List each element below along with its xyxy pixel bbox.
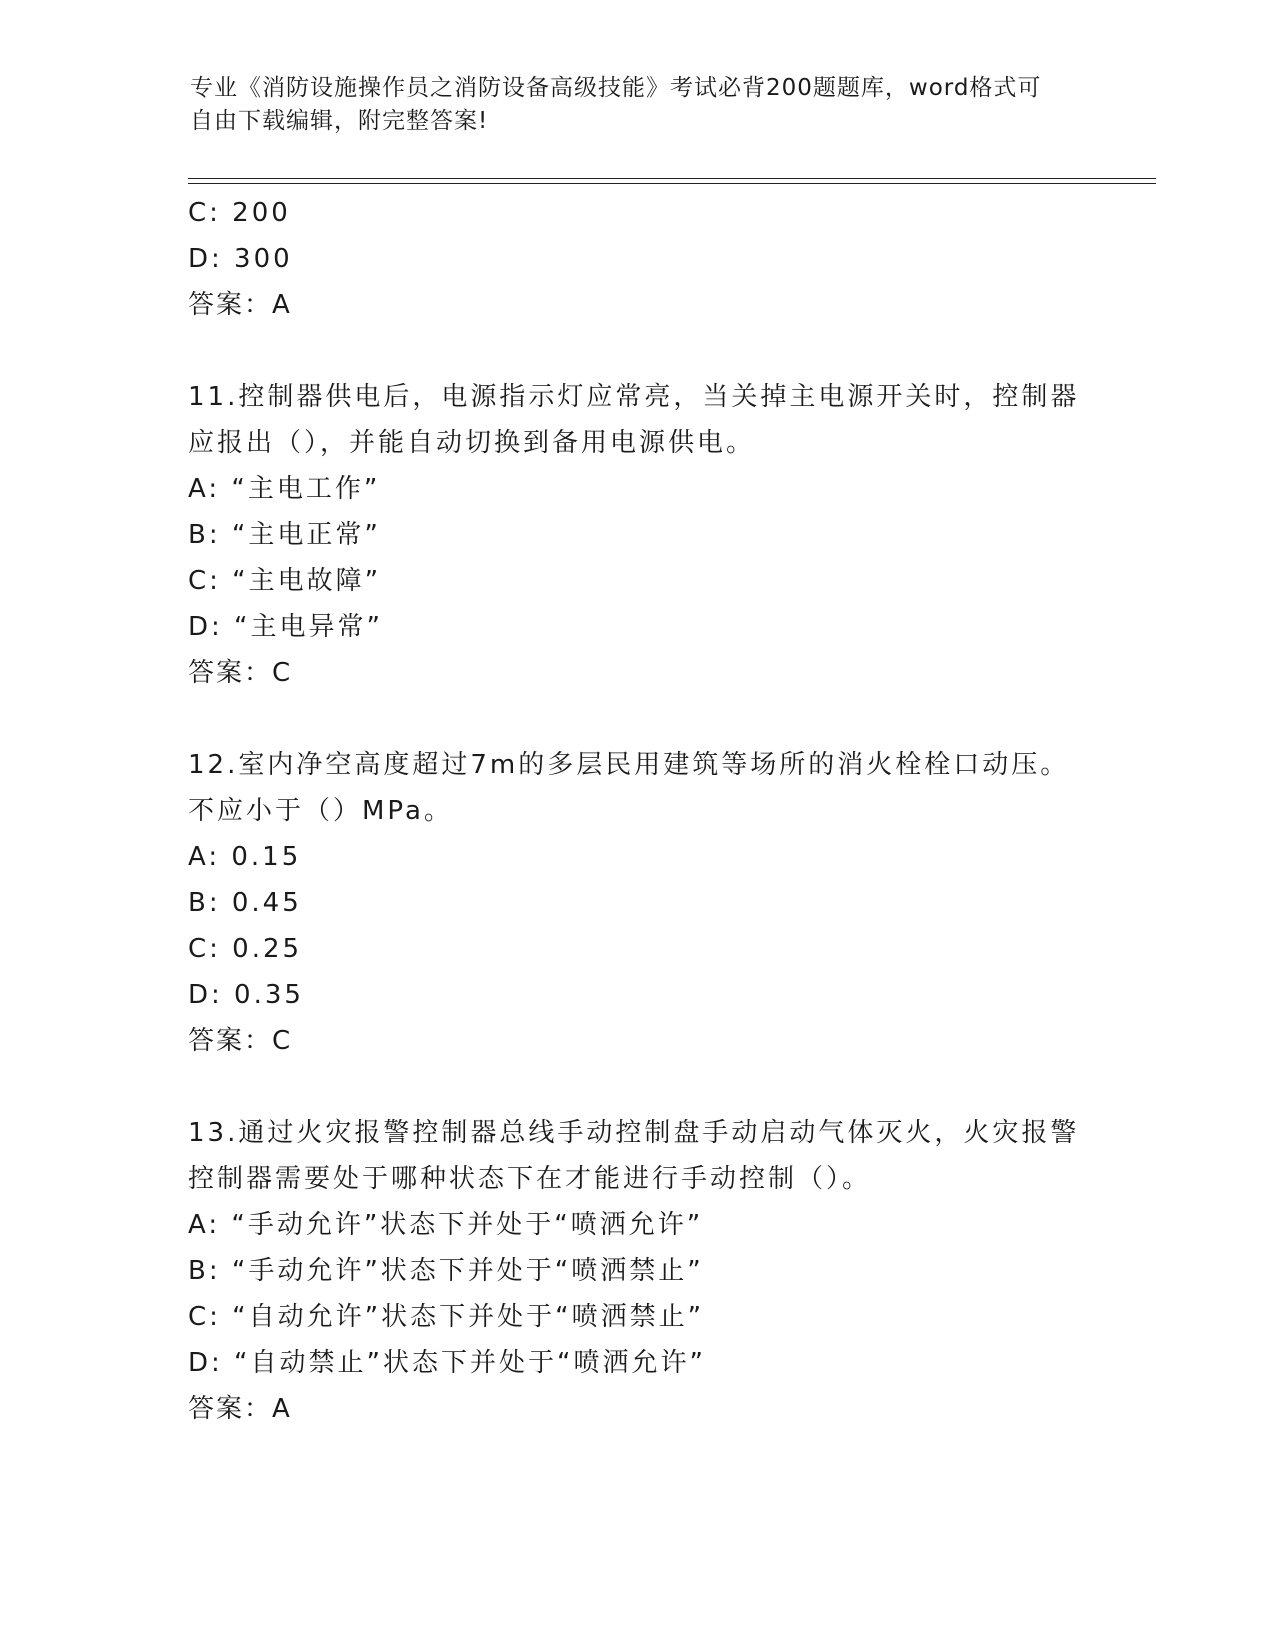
- answer: 答案：C: [188, 1026, 293, 1056]
- question-stem: 13.通过火灾报警控制器总线手动控制盘手动启动气体灭火，火灾报警: [188, 1118, 1080, 1148]
- header-line-1: 专业《消防设施操作员之消防设备高级技能》考试必背200题题库，word格式可: [190, 75, 1042, 101]
- question-stem: 12.室内净空高度超过7m的多层民用建筑等场所的消火栓栓口动压。: [188, 750, 1070, 780]
- option-a: A: “手动允许”状态下并处于“喷洒允许”: [188, 1210, 704, 1240]
- option-c: C: 200: [188, 198, 291, 228]
- option-a: A: “主电工作”: [188, 474, 381, 504]
- option-d: D: 300: [188, 244, 293, 274]
- question-stem-cont: 不应小于（）MPa。: [188, 796, 453, 826]
- question-content: [188, 190, 1128, 1432]
- option-c: C: “主电故障”: [188, 566, 382, 596]
- option-b: B: “手动允许”状态下并处于“喷洒禁止”: [188, 1256, 704, 1286]
- spacer: [188, 1064, 1128, 1110]
- option-b: B: “主电正常”: [188, 520, 381, 550]
- option-d: D: 0.35: [188, 980, 304, 1010]
- option-a: A: 0.15: [188, 842, 302, 872]
- question-stem-cont: 控制器需要处于哪种状态下在才能进行手动控制（）。: [188, 1164, 872, 1194]
- question-13: [188, 1110, 1128, 1432]
- question-11: [188, 374, 1128, 696]
- question-stem-cont: 应报出（），并能自动切换到备用电源供电。: [188, 428, 756, 458]
- header-line-2: 自由下载编辑，附完整答案!: [190, 108, 489, 134]
- previous-question-tail: [188, 190, 1128, 328]
- option-c: C: “自动允许”状态下并处于“喷洒禁止”: [188, 1302, 705, 1332]
- answer: 答案：A: [188, 1394, 292, 1424]
- option-d: D: “自动禁止”状态下并处于“喷洒允许”: [188, 1348, 706, 1378]
- answer: 答案：C: [188, 658, 293, 688]
- spacer: [188, 696, 1128, 742]
- spacer: [188, 328, 1128, 374]
- header-divider-bottom: [188, 183, 1156, 184]
- answer: 答案：A: [188, 290, 292, 320]
- option-c: C: 0.25: [188, 934, 303, 964]
- option-d: D: “主电异常”: [188, 612, 383, 642]
- header-divider-top: [188, 178, 1156, 179]
- document-header: [190, 72, 1090, 138]
- option-b: B: 0.45: [188, 888, 302, 918]
- question-12: [188, 742, 1128, 1064]
- question-stem: 11.控制器供电后，电源指示灯应常亮，当关掉主电源开关时，控制器: [188, 382, 1080, 412]
